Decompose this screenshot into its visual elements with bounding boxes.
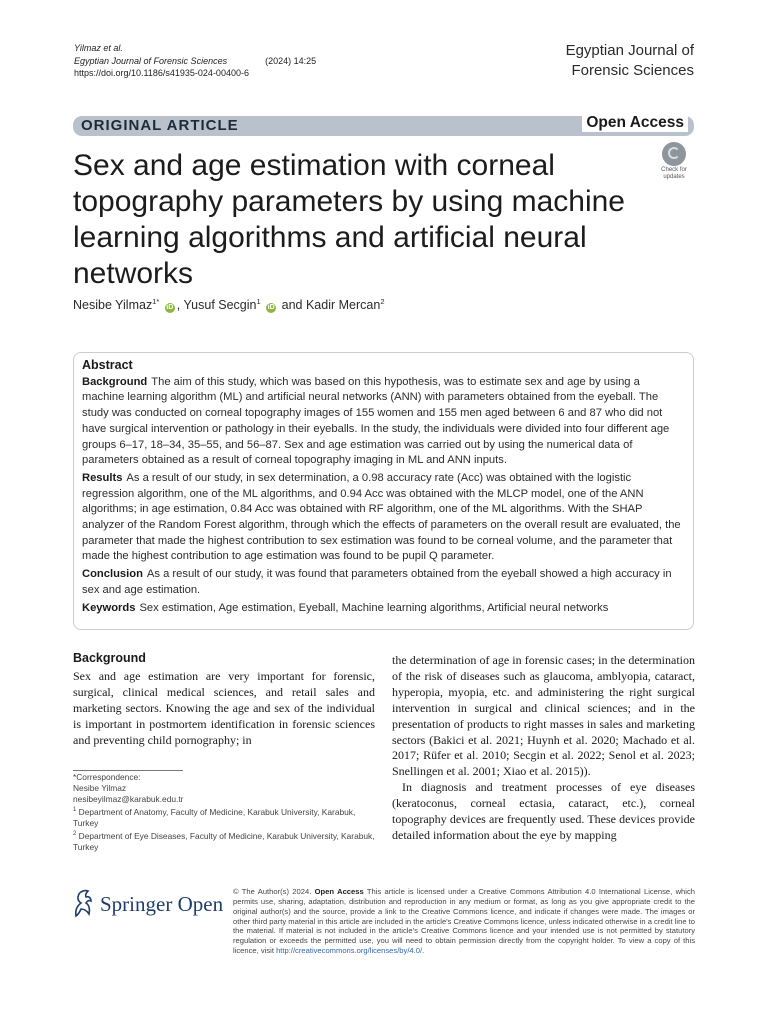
check-updates-line1: Check for [661,167,687,173]
footnote-divider [73,770,183,771]
header-year-volume: (2024) 14:25 [265,55,317,66]
author-name: Yusuf Secgin [183,298,257,313]
correspondence-email[interactable]: nesibeyilmaz@karabuk.edu.tr [73,794,184,804]
author-name: Kadir Mercan [305,298,381,313]
body-left-column [73,651,375,748]
author-affiliation-mark: 2 [380,297,385,306]
abstract-box [73,352,694,630]
orcid-icon[interactable]: iD [166,304,174,312]
publisher-name: Springer [100,892,173,916]
check-updates-icon [662,142,686,166]
author-list: Nesibe Yilmaz$^{1*}$ iD , Yusuf Secgin$^1$ iD and Kadir Mercan$^2$ [73,297,385,313]
body-paragraph: In diagnosis and treatment processes of eye diseases (keratoconus, corneal ectasia, cataract, etc.), corneal topography devices are frequently used. These devices provide detailed information about the eye by mapping [392,780,695,842]
header-journal: Egyptian Journal of Forensic Sciences [74,55,228,66]
article-type-banner [73,116,694,136]
abstract-background: Background The aim of this study, which was based on this hypothesis, was to estimate sex and age by using a machine learning algorithm (ML) and artificial neural networks (ANN) with parameters obtained from the eyeball. The study was conducted on corneal topography images of 155 women and 155 men aged between 6 and 87 who did not have surgical intervention or pathology in their eyeballs. In the study, the individuals were divided into four different age groups 6–17, 18–34, 35–55, and 56–87. Sex and age estimation was carried out by using the numerical data of parameters obtained as a result of corneal topography imaging in ML and ANN inputs. [82,375,670,467]
open-access-label: Open Access [582,114,688,132]
abstract-results: Results As a result of our study, in sex determination, a 0.98 accuracy rate (Acc) was obtained with the logistic regression algorithm, one of the ML algorithms, and 0.94 Acc was obtained with the MLCP model, one of the ANN algorithms; in age estimation, 0.84 Acc was obtained with RF algorithm, one of the ML algorithms. With the SHAP analyzer of the Random Forest algorithm, through which the effects of parameters on the overall result are evaluated, the parameter that made the highest contribution to sex estimation was found to be corneal volume, and the parameter that made the highest contribution to age estimation was found to be pupil Q parameter. [82,471,681,563]
springer-open-logo [72,887,222,919]
author-affiliation-mark: 1 [256,297,261,306]
abstract-keywords: Keywords Sex estimation, Age estimation, Eyeball, Machine learning algorithms, Artificial neural networks [82,601,609,614]
check-for-updates-badge[interactable] [655,141,693,179]
springer-horse-icon [72,888,94,918]
section-heading-background: Background [73,651,146,665]
abstract-heading: Abstract [82,358,133,372]
article-type: ORIGINAL ARTICLE [81,117,239,134]
affiliation-2: $^2$ Department of Eye Diseases, Faculty of Medicine, Karabuk University, Karabuk, Turkey [73,830,375,852]
correspondence-label: *Correspondence: [73,772,141,782]
abstract-conclusion: Conclusion As a result of our study, it was found that parameters obtained from the eyeball showed a high accuracy in sex and age estimation. [82,568,672,596]
journal-name-line1: Egyptian Journal of [565,42,694,59]
journal-name-line2: Forensic Sciences [571,62,694,79]
license-text: © The Author(s) 2024. Open Access This article is licensed under a Creative Commons Attribution 4.0 International License, which permits use, sharing, adaptation, distribution and reproduction in any medium or format, as long as you give appropriate credit to the original author(s) and the source, provide a link to the Creative Commons licence, and indicate if changes were made. The images or other third party material in this article are included in the article's Creative Commons licence, unless indicated otherwise in a credit line to the material. If material is not included in the article's Creative Commons licence and your intended use is not permitted by statutory regulation or exceeds the permitted use, you will need to obtain permission directly from the copyright holder. To view a copy of this licence, visit http://creativecommons.org/licenses/by/4.0/. [233,887,695,956]
affiliation-1: $^1$ Department of Anatomy, Faculty of Medicine, Karabuk University, Karabuk, Turkey [73,806,356,828]
running-header [74,42,316,80]
author-name: Nesibe Yilmaz [73,298,153,313]
correspondence-name: Nesibe Yilmaz [73,783,127,793]
publisher-open: Open [177,892,224,916]
header-author: Yilmaz et al. [74,43,123,53]
body-paragraph: Sex and age estimation are very important for forensic, surgical, clinical medical sciences, and retail sales and marketing sectors. Knowing the age and sex of the individual is important in postmortem identification in forensic sciences and preventing child pornography; in [73,668,375,747]
header-doi[interactable]: https://doi.org/10.1186/s41935-024-00400-6 [74,68,249,78]
article-title: Sex and age estimation with corneal topography parameters by using machine learning algorithms and artificial neural networks [73,149,625,290]
body-right-column [392,653,695,844]
body-paragraph: the determination of age in forensic cases; in the determination of the risk of diseases such as glaucoma, amblyopia, cataract, hyperopia, myopia, etc. and administering the right surgical intervention in surgical and clinical sciences; and in the presentation of products to right masses in sales and marketing sectors (Bakici et al. 2021; Huynh et al. 2020; Machado et al. 2017; Rüfer et al. 2010; Secgin et al. 2022; Senol et al. 2023; Snellingen et al. 2001; Xiao et al. 2015)). [392,653,695,779]
author-affiliation-mark: 1* [152,297,160,306]
orcid-icon[interactable]: iD [267,304,275,312]
license-link[interactable]: http://creativecommons.org/licenses/by/4.0/ [276,946,423,956]
header-journal-ref [74,55,316,68]
journal-name [566,41,694,81]
footnotes [73,772,375,853]
check-updates-line2: updates [663,173,685,180]
